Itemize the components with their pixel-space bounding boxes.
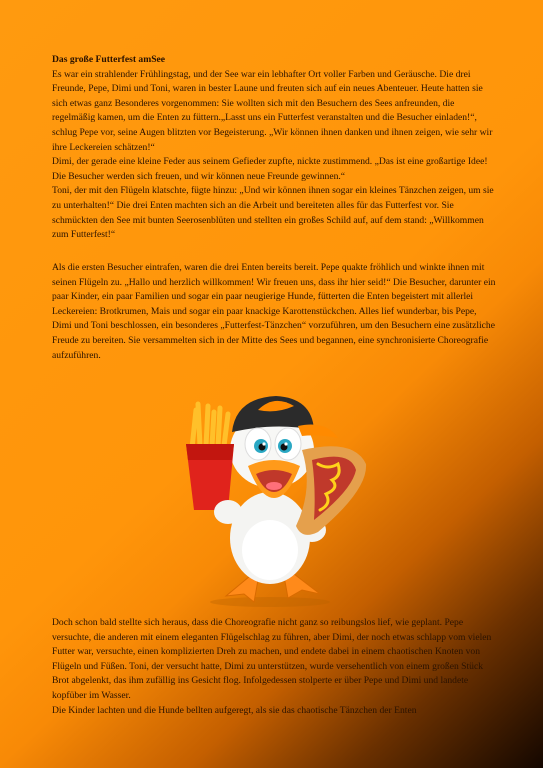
paragraph: Toni, der mit den Flügeln klatschte, fügte hinzu: „Und wir können ihnen sogar ein kleines Tänzchen zeigen, um sie zu unterhalten!“ Die drei Enten machten sich an die Arbeit und bereiteten alles für das Futterfest vor. Sie schmückten den See mit bunten Seerosenblüten und stellten ein großes Schild auf, auf dem stand: „Willkommen zum Futterfest!“ xyxy=(52,185,494,241)
paragraph: Doch schon bald stellte sich heraus, dass die Choreografie nicht ganz so reibungslos lief, wie geplant. Pepe versuchte, die anderen mit einem eleganten Flügelschlag zu führen, aber Dimi, der noch etwas schlapp vom vielen Futter war, versuchte, einen komplizierten Dreh zu machen, und endete dabei in einem chaotischen Knoten von Flügeln und Füßen. Toni, der versucht hatte, Dimi zu unterstützen, wurde versehentlich von einem großen Stück Brot abgelenkt, das ihm zufällig ins Gesicht flog. Infolgedessen stolperte er über Pepe und Dimi und landete kopfüber im Wasser. xyxy=(52,617,492,701)
text-block-visitors xyxy=(52,261,496,363)
cartoon-duck-with-fries-and-hotdog-icon xyxy=(162,380,390,608)
page-title: Das große Futterfest amSee xyxy=(52,54,166,65)
paragraph: Es war ein strahlender Frühlingstag, und der See war ein lebhafter Ort voller Farben und Geräusche. Die drei Freunde, Pepe, Dimi und Toni, waren in bester Laune und freuten sich auf ein neues Abenteuer. Heute hatten sie sich etwas ganz Besonderes vorgenommen: Sie wollten sich mit den Besuchern des Sees anfreunden, die regelmäßig kamen, um die Enten zu füttern.„Lasst uns ein Futterfest veranstalten und die Besucher einladen!“, schlug Pepe vor, seine Augen blitzten vor Begeisterung. „Wir können ihnen danken und ihnen zeigen, wie sehr wir ihre Leckereien schätzen!“ xyxy=(52,68,493,153)
paragraph: Als die ersten Besucher eintrafen, waren die drei Enten bereits bereit. Pepe quakte fröhlich und winkte ihnen mit seinen Flügeln zu. „Hallo und herzlich willkommen! Wir freuen uns, dass ihr hier seid!“ Die Besucher, darunter ein paar Kinder, ein paar Familien und sogar ein paar neugierige Hunde, fütterten die Enten begeistert mit allerlei Leckereien: Brotkrumen, Mais und sogar ein paar knackige Karottenstückchen. Alles lief wunderbar, bis Pepe, Dimi und Toni beschlossen, ein besonderes „Futterfest-Tänzchen“ vorzuführen, um den Besuchern eine zusätzliche Freude zu bereiten. Sie versammelten sich in der Mitte des Sees und begannen, eine synchronisierte Choreografie aufzuführen. xyxy=(52,262,496,361)
text-block-intro xyxy=(52,53,496,243)
paragraph: Die Kinder lachten und die Hunde bellten aufgeregt, als sie das chaotische Tänzchen der Enten xyxy=(52,704,417,716)
paragraph: Dimi, der gerade eine kleine Feder aus seinem Gefieder zupfte, nickte zustimmend. „Das ist eine großartige Idee! Die Besucher werden sich freuen, und wir können neue Freunde gewinnen.“ xyxy=(52,156,488,182)
text-block-dance xyxy=(52,616,496,718)
